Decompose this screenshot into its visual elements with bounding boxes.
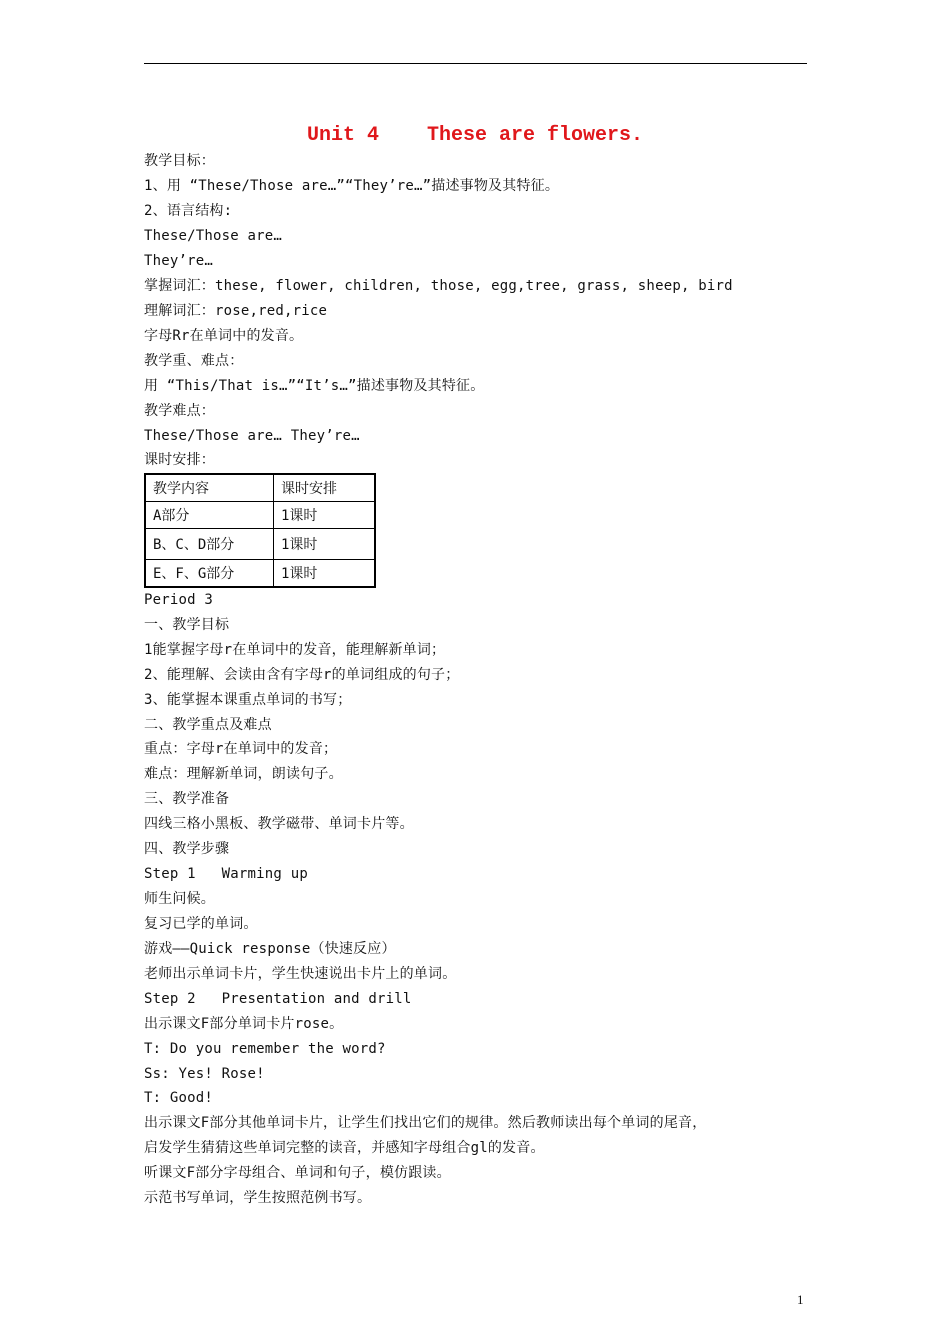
text-line: 三、教学准备	[144, 791, 230, 807]
text-line: 教学重、难点：	[144, 353, 244, 369]
table-cell: B、C、D部分	[145, 529, 274, 560]
text-line: Ss: Yes! Rose!	[144, 1066, 265, 1082]
table-cell: 1课时	[274, 502, 376, 529]
table-row	[145, 529, 375, 560]
text-line: 示范书写单词，学生按照范例书写。	[144, 1190, 372, 1206]
table-header-cell: 教学内容	[145, 474, 274, 502]
page-title: Unit 4 These are flowers.	[306, 124, 644, 147]
text-line: 1、用 “These/Those are…”“They’re…”描述事物及其特征。	[144, 178, 560, 194]
table-cell: 1课时	[274, 560, 376, 588]
text-line: 听课文F部分字母组合、单词和句子，模仿跟读。	[144, 1165, 451, 1181]
header-rule	[144, 63, 807, 64]
text-line: 出示课文F部分单词卡片rose。	[144, 1016, 344, 1032]
text-line: T: Do you remember the word?	[144, 1041, 386, 1057]
table-cell: 1课时	[274, 529, 376, 560]
text-line: 掌握词汇：these, flower, children, those, egg,tree, grass, sheep, bird	[144, 278, 733, 294]
text-line: 2、能理解、会读由含有字母r的单词组成的句子；	[144, 667, 460, 683]
text-line: Period 3	[144, 592, 214, 608]
text-line: 复习已学的单词。	[144, 916, 258, 932]
text-line: Step 2 Presentation and drill	[144, 991, 412, 1007]
text-line: T: Good!	[144, 1090, 214, 1106]
text-line: 四线三格小黑板、教学磁带、单词卡片等。	[144, 816, 414, 832]
text-line: 游戏——Quick response（快速反应）	[144, 941, 396, 957]
text-line: 出示课文F部分其他单词卡片，让学生们找出它们的规律。然后教师读出每个单词的尾音，	[144, 1115, 707, 1131]
text-line: 启发学生猜猜这些单词完整的读音，并感知字母组合gl的发音。	[144, 1140, 545, 1156]
text-line: 理解词汇：rose,red,rice	[144, 303, 328, 319]
text-line: 四、教学步骤	[144, 841, 230, 857]
text-line: 重点：字母r在单词中的发音；	[144, 741, 338, 757]
text-line: 二、教学重点及难点	[144, 717, 272, 733]
text-line: 字母Rr在单词中的发音。	[144, 328, 304, 344]
schedule-table	[144, 473, 376, 588]
text-line: 师生问候。	[144, 891, 215, 907]
text-line: 难点：理解新单词，朗读句子。	[144, 766, 343, 782]
text-line: They’re…	[144, 253, 214, 269]
table-row	[145, 560, 375, 588]
text-line: 用 “This/That is…”“It’s…”描述事物及其特征。	[144, 378, 485, 394]
text-line: 3、能掌握本课重点单词的书写；	[144, 692, 352, 708]
text-line: 2、语言结构:	[144, 203, 233, 219]
text-line: 教学目标：	[144, 153, 215, 169]
table-cell: E、F、G部分	[145, 560, 274, 588]
text-line: 课时安排：	[144, 452, 215, 468]
table-header-row	[145, 474, 375, 502]
text-line: Step 1 Warming up	[144, 866, 308, 882]
text-line: 教学难点：	[144, 403, 215, 419]
page-number: 1	[797, 1292, 804, 1307]
table-row	[145, 502, 375, 529]
table-cell: A部分	[145, 502, 274, 529]
text-line: These/Those are…	[144, 228, 283, 244]
table-header-cell: 课时安排	[274, 474, 376, 502]
text-line: 老师出示单词卡片，学生快速说出卡片上的单词。	[144, 966, 457, 982]
text-line: These/Those are… They’re…	[144, 428, 360, 444]
text-line: 1能掌握字母r在单词中的发音，能理解新单词；	[144, 642, 446, 658]
text-line: 一、教学目标	[144, 617, 230, 633]
